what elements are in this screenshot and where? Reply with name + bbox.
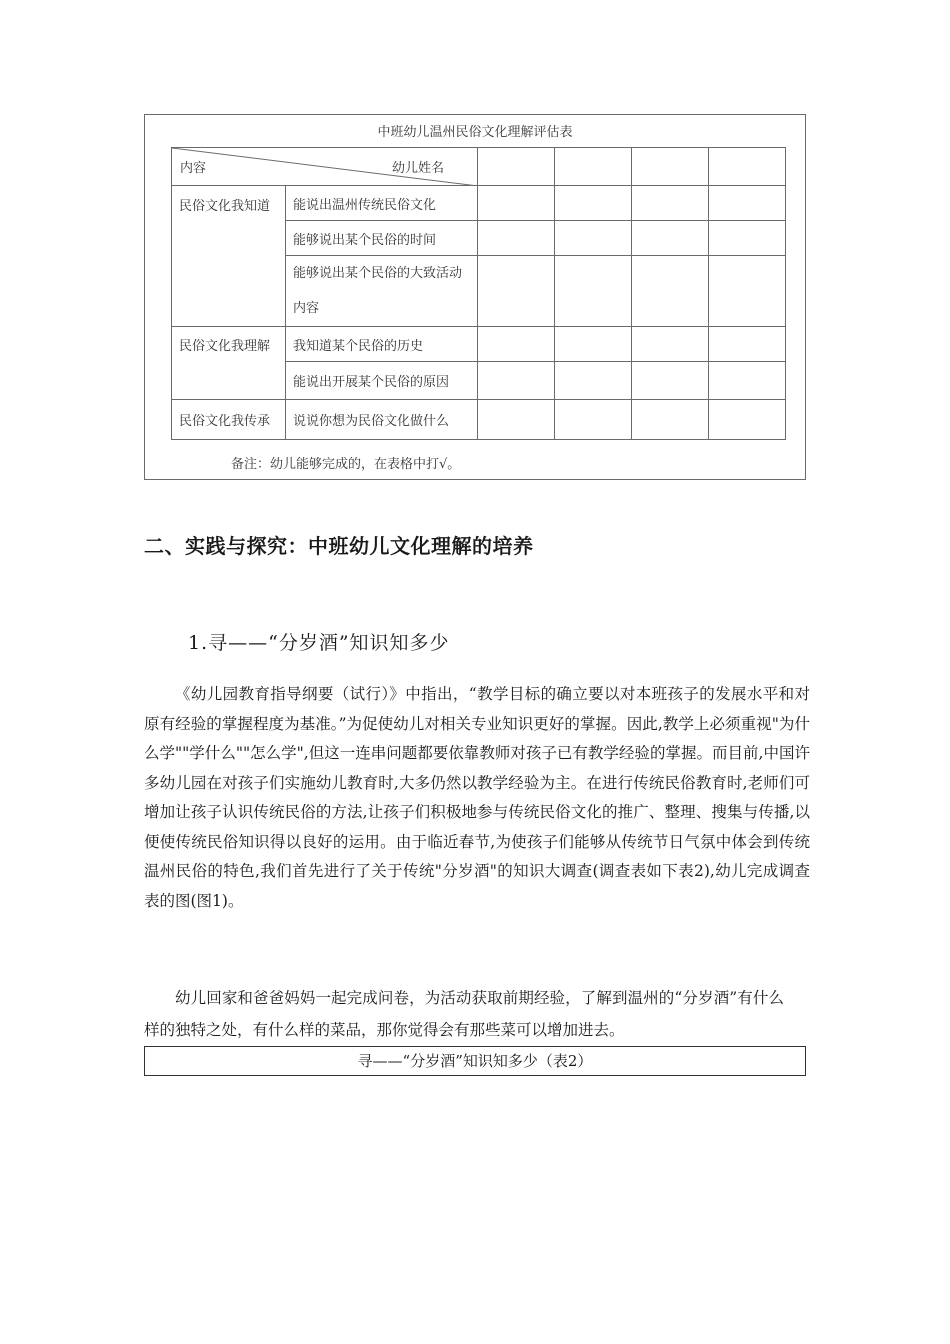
check-cell[interactable] — [709, 186, 786, 221]
check-cell[interactable] — [555, 362, 632, 400]
name-cell[interactable] — [478, 148, 555, 186]
name-cell[interactable] — [555, 148, 632, 186]
criterion-cell: 能说出温州传统民俗文化 — [286, 186, 478, 221]
check-cell[interactable] — [555, 221, 632, 256]
check-cell[interactable] — [709, 400, 786, 440]
check-cell[interactable] — [555, 327, 632, 362]
body-paragraph-2: 幼儿回家和爸爸妈妈一起完成问卷，为活动获取前期经验，了解到温州的“分岁酒”有什么样的独特之处，有什么样的菜品，那你觉得会有那些菜可以增加进去。 — [144, 989, 784, 1039]
check-cell[interactable] — [478, 362, 555, 400]
header-child-name-label: 幼儿姓名 — [391, 161, 444, 176]
check-cell[interactable] — [632, 400, 709, 440]
check-cell[interactable] — [555, 186, 632, 221]
body-paragraph-1: 《幼儿园教育指导纲要（试行）》中指出，“教学目标的确立要以对本班孩子的发展水平和对原有经验的掌握程度为基准。”为促使幼儿对相关专业知识更好的掌握。因此,教学上必须重视"为什么学""学什么""怎么学",但这一连串问题都要依靠教师对孩子已有教学经验的掌握。而目前,中国许多幼儿园在对孩子们实施幼儿教育时,大多仍然以教学经验为主。在进行传统民俗教育时,老师们可增加让孩子认识传统民俗的方法,让孩子们积极地参与传统民俗文化的推广、整理、搜集与传播,以便使传统民俗知识得以良好的运用。由于临近春节,为使孩子们能够从传统节日气氛中体会到传统温州民俗的特色,我们首先进行了关于传统"分岁酒"的知识大调查(调查表如下表2),幼儿完成调查表的图(图1)。 — [144, 685, 810, 910]
category-inherit: 民俗文化我传承 — [172, 400, 286, 440]
evaluation-table — [171, 147, 786, 440]
name-cell[interactable] — [709, 148, 786, 186]
name-cell[interactable] — [632, 148, 709, 186]
check-cell[interactable] — [478, 221, 555, 256]
check-cell[interactable] — [632, 327, 709, 362]
check-cell[interactable] — [478, 256, 555, 327]
check-cell[interactable] — [632, 221, 709, 256]
evaluation-table-note: 备注：幼儿能够完成的，在表格中打√。 — [231, 457, 461, 472]
check-cell[interactable] — [709, 256, 786, 327]
check-cell[interactable] — [632, 186, 709, 221]
check-cell[interactable] — [555, 256, 632, 327]
check-cell[interactable] — [555, 400, 632, 440]
table2-header: 寻——“分岁酒”知识知多少（表2） — [144, 1046, 806, 1076]
evaluation-table-title: 中班幼儿温州民俗文化理解评估表 — [377, 125, 573, 140]
section-heading: 二、实践与探究：中班幼儿文化理解的培养 — [144, 534, 534, 558]
evaluation-table-box — [144, 114, 806, 480]
check-cell[interactable] — [632, 256, 709, 327]
criterion-cell: 能够说出某个民俗的时间 — [286, 221, 478, 256]
category-understand: 民俗文化我理解 — [172, 327, 286, 400]
check-cell[interactable] — [632, 362, 709, 400]
check-cell[interactable] — [478, 186, 555, 221]
category-know: 民俗文化我知道 — [172, 186, 286, 327]
check-cell[interactable] — [478, 400, 555, 440]
criterion-cell: 我知道某个民俗的历史 — [286, 327, 478, 362]
criterion-cell: 说说你想为民俗文化做什么 — [286, 400, 478, 440]
criterion-cell: 能够说出某个民俗的大致活动内容 — [286, 256, 478, 327]
criterion-cell: 能说出开展某个民俗的原因 — [286, 362, 478, 400]
check-cell[interactable] — [478, 327, 555, 362]
sub-heading: 1.寻——“分岁酒”知识知多少 — [188, 632, 450, 654]
header-content-label: 内容 — [180, 161, 207, 176]
check-cell[interactable] — [709, 362, 786, 400]
check-cell[interactable] — [709, 327, 786, 362]
diagonal-header-cell — [172, 148, 478, 186]
check-cell[interactable] — [709, 221, 786, 256]
